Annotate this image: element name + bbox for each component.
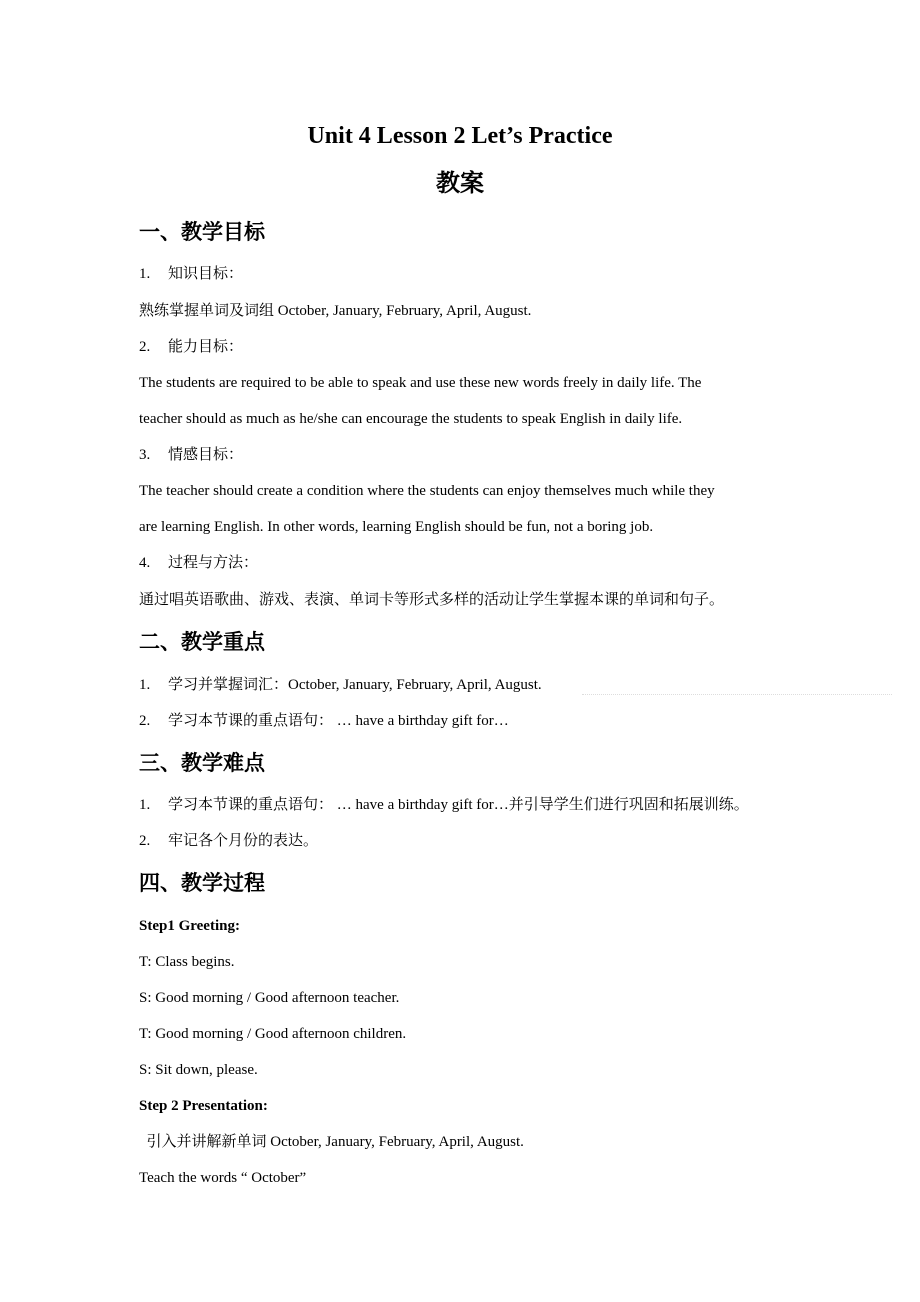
list-text: 牢记各个月份的表达。 <box>168 833 319 849</box>
list-number: 4. <box>139 555 151 571</box>
list-number: 2. <box>139 833 151 849</box>
document-title: Unit 4 Lesson 2 Let’s Practice <box>307 123 613 149</box>
section-heading: 一、教学目标 <box>139 220 265 244</box>
list-text: 情感目标： <box>168 447 244 463</box>
paragraph: The teacher should create a condition where the students can enjoy themselves much while they <box>139 483 715 499</box>
document-subtitle: 教案 <box>436 171 484 197</box>
step-heading: Step1 Greeting: <box>139 918 240 934</box>
list-number: 2. <box>139 713 151 729</box>
list-text: 学习本节课的重点语句： … have a birthday gift for…并引导学生们进行巩固和拓展训练。 <box>168 797 749 813</box>
list-item <box>139 264 243 284</box>
section-heading: 四、教学过程 <box>139 871 265 895</box>
dialogue-line: T: Class begins. <box>139 954 235 970</box>
section-heading: 三、教学难点 <box>139 751 265 775</box>
paragraph: Teach the words “ October” <box>139 1170 307 1186</box>
list-text: 知识目标： <box>168 266 244 282</box>
paragraph: 引入并讲解新单词 October, January, February, April, August. <box>139 1134 524 1150</box>
section-heading: 二、教学重点 <box>139 630 265 654</box>
list-text: 能力目标： <box>168 339 244 355</box>
list-item <box>139 711 509 731</box>
list-item <box>139 831 318 851</box>
list-item <box>139 553 258 573</box>
dialogue-line: S: Good morning / Good afternoon teacher. <box>139 990 400 1006</box>
list-text: 学习本节课的重点语句： … have a birthday gift for… <box>168 713 509 729</box>
list-number: 1. <box>139 266 151 282</box>
paragraph: 通过唱英语歌曲、游戏、表演、单词卡等形式多样的活动让学生掌握本课的单词和句子。 <box>139 592 725 608</box>
step-heading: Step 2 Presentation: <box>139 1098 268 1114</box>
list-number: 1. <box>139 677 151 693</box>
list-item <box>139 675 542 695</box>
dialogue-line: T: Good morning / Good afternoon children. <box>139 1026 407 1042</box>
list-number: 3. <box>139 447 151 463</box>
dotted-divider <box>582 694 892 695</box>
list-text: 学习并掌握词汇：October, January, February, April, August. <box>168 677 542 693</box>
paragraph: 熟练掌握单词及词组 October, January, February, April, August. <box>139 303 532 319</box>
list-item <box>139 445 243 465</box>
dialogue-line: S: Sit down, please. <box>139 1062 258 1078</box>
list-item <box>139 795 749 815</box>
list-text: 过程与方法： <box>168 555 259 571</box>
list-number: 1. <box>139 797 151 813</box>
paragraph: are learning English. In other words, learning English should be fun, not a boring job. <box>139 519 654 535</box>
list-number: 2. <box>139 339 151 355</box>
paragraph: The students are required to be able to speak and use these new words freely in daily life. The <box>139 375 702 391</box>
list-item <box>139 337 243 357</box>
paragraph: teacher should as much as he/she can encourage the students to speak English in daily life. <box>139 411 683 427</box>
